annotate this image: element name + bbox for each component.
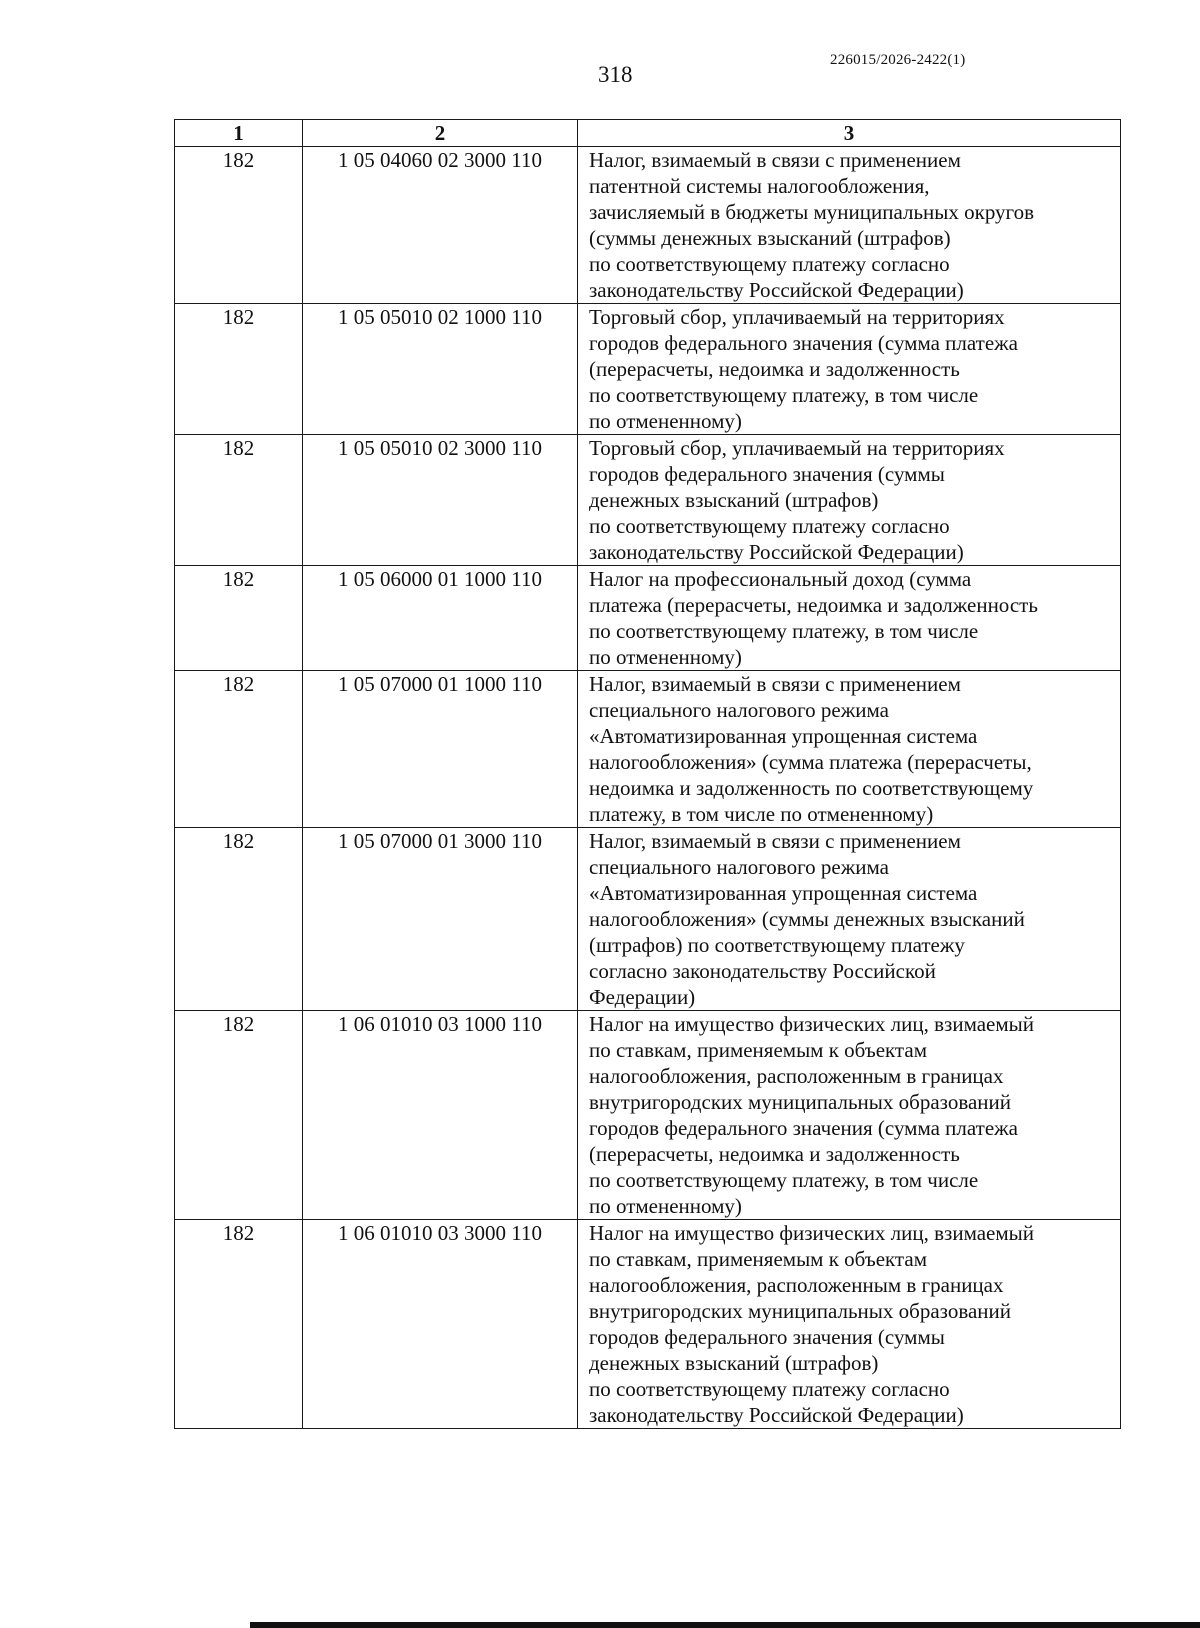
doc-code: 226015/2026-2422(1): [830, 52, 966, 68]
revenue-name-line: (штрафов) по соответствующему платежу: [589, 933, 965, 957]
revenue-name-line: Налог на имущество физических лиц, взимаемый: [589, 1012, 1035, 1036]
revenue-name-line: специального налогового режима: [589, 698, 889, 722]
revenue-name-line: внутригородских муниципальных образований: [589, 1090, 1011, 1114]
revenue-name-line: платежа (перерасчеты, недоимка и задолженность: [589, 593, 1038, 617]
budget-classification-code-cell: 1 05 06000 01 1000 110: [303, 566, 578, 671]
revenue-name-line: по соответствующему платежу согласно: [589, 514, 950, 538]
revenue-name-line: городов федерального значения (сумма платежа: [589, 1116, 1019, 1140]
revenue-name-line: внутригородских муниципальных образований: [589, 1299, 1011, 1323]
revenue-name-line: по соответствующему платежу согласно: [589, 252, 950, 276]
budget-classification-code-cell: 1 05 05010 02 1000 110: [303, 304, 578, 435]
revenue-name-line: Федерации): [589, 985, 696, 1009]
revenue-name-line: по соответствующему платежу, в том числе: [589, 1168, 979, 1192]
revenue-name-line: налогообложения, расположенным в границах: [589, 1273, 1004, 1297]
budget-classification-code-cell: 1 06 01010 03 3000 110: [303, 1220, 578, 1429]
revenue-name-line: специального налогового режима: [589, 855, 889, 879]
revenue-name-cell: [578, 1220, 1121, 1429]
revenue-name-line: Торговый сбор, уплачиваемый на территориях: [589, 436, 1005, 460]
admin-code-cell: 182: [175, 147, 303, 304]
admin-code-cell: 182: [175, 435, 303, 566]
revenue-name-cell: [578, 828, 1121, 1011]
revenue-name-line: налогообложения, расположенным в границах: [589, 1064, 1004, 1088]
revenue-name-line: платежу, в том числе по отмененному): [589, 802, 934, 826]
admin-code-cell: 182: [175, 828, 303, 1011]
table-row: [175, 671, 1121, 828]
table-row: [175, 304, 1121, 435]
revenue-name-line: законодательству Российской Федерации): [589, 540, 964, 564]
revenue-name-cell: [578, 566, 1121, 671]
revenue-name-line: (перерасчеты, недоимка и задолженность: [589, 1142, 960, 1166]
revenue-name-line: по соответствующему платежу согласно: [589, 1377, 950, 1401]
budget-classification-code-cell: 1 05 04060 02 3000 110: [303, 147, 578, 304]
admin-code-cell: 182: [175, 1011, 303, 1220]
table-row: [175, 1011, 1121, 1220]
revenue-name-line: городов федерального значения (сумма платежа: [589, 331, 1019, 355]
revenue-name-line: Торговый сбор, уплачиваемый на территориях: [589, 305, 1005, 329]
table-header-row: [175, 120, 1121, 147]
table-body: [175, 147, 1121, 1429]
scan-edge-bar: [250, 1622, 1200, 1628]
revenue-name-line: Налог, взимаемый в связи с применением: [589, 829, 961, 853]
column-header-3: 3: [578, 120, 1121, 147]
revenue-name-line: патентной системы налогообложения,: [589, 174, 930, 198]
table-row: [175, 435, 1121, 566]
revenue-name-line: «Автоматизированная упрощенная система: [589, 881, 978, 905]
admin-code-cell: 182: [175, 304, 303, 435]
revenue-name-line: по отмененному): [589, 409, 742, 433]
revenue-name-line: по ставкам, применяемым к объектам: [589, 1247, 927, 1271]
revenue-name-line: Налог на профессиональный доход (сумма: [589, 567, 972, 591]
table-row: [175, 566, 1121, 671]
revenue-name-line: «Автоматизированная упрощенная система: [589, 724, 978, 748]
revenue-name-line: законодательству Российской Федерации): [589, 1403, 964, 1427]
budget-codes-table: [174, 119, 1121, 1429]
revenue-name-cell: [578, 304, 1121, 435]
revenue-name-cell: [578, 147, 1121, 304]
revenue-name-cell: [578, 435, 1121, 566]
revenue-name-line: налогообложения» (суммы денежных взысканий: [589, 907, 1025, 931]
revenue-name-line: по ставкам, применяемым к объектам: [589, 1038, 927, 1062]
revenue-name-line: зачисляемый в бюджеты муниципальных округов: [589, 200, 1035, 224]
revenue-name-line: городов федерального значения (суммы: [589, 462, 945, 486]
admin-code-cell: 182: [175, 671, 303, 828]
revenue-name-line: Налог на имущество физических лиц, взимаемый: [589, 1221, 1035, 1245]
revenue-name-line: Налог, взимаемый в связи с применением: [589, 672, 961, 696]
admin-code-cell: 182: [175, 566, 303, 671]
table-row: [175, 1220, 1121, 1429]
revenue-name-line: городов федерального значения (суммы: [589, 1325, 945, 1349]
column-header-2: 2: [303, 120, 578, 147]
revenue-name-line: согласно законодательству Российской: [589, 959, 936, 983]
revenue-name-line: законодательству Российской Федерации): [589, 278, 964, 302]
budget-classification-code-cell: 1 05 07000 01 1000 110: [303, 671, 578, 828]
revenue-name-line: налогообложения» (сумма платежа (перерасчеты,: [589, 750, 1032, 774]
admin-code-cell: 182: [175, 1220, 303, 1429]
revenue-name-cell: [578, 671, 1121, 828]
revenue-name-line: по отмененному): [589, 1194, 742, 1218]
revenue-name-cell: [578, 1011, 1121, 1220]
revenue-name-line: по соответствующему платежу, в том числе: [589, 383, 979, 407]
table-row: [175, 828, 1121, 1011]
budget-classification-code-cell: 1 05 05010 02 3000 110: [303, 435, 578, 566]
table-row: [175, 147, 1121, 304]
budget-classification-code-cell: 1 05 07000 01 3000 110: [303, 828, 578, 1011]
revenue-name-line: недоимка и задолженность по соответствующему: [589, 776, 1034, 800]
revenue-name-line: (перерасчеты, недоимка и задолженность: [589, 357, 960, 381]
page-number: 318: [598, 62, 633, 87]
revenue-name-line: денежных взысканий (штрафов): [589, 1351, 879, 1375]
revenue-name-line: по отмененному): [589, 645, 742, 669]
budget-classification-code-cell: 1 06 01010 03 1000 110: [303, 1011, 578, 1220]
column-header-1: 1: [175, 120, 303, 147]
revenue-name-line: денежных взысканий (штрафов): [589, 488, 879, 512]
revenue-name-line: Налог, взимаемый в связи с применением: [589, 148, 961, 172]
revenue-name-line: (суммы денежных взысканий (штрафов): [589, 226, 951, 250]
revenue-name-line: по соответствующему платежу, в том числе: [589, 619, 979, 643]
